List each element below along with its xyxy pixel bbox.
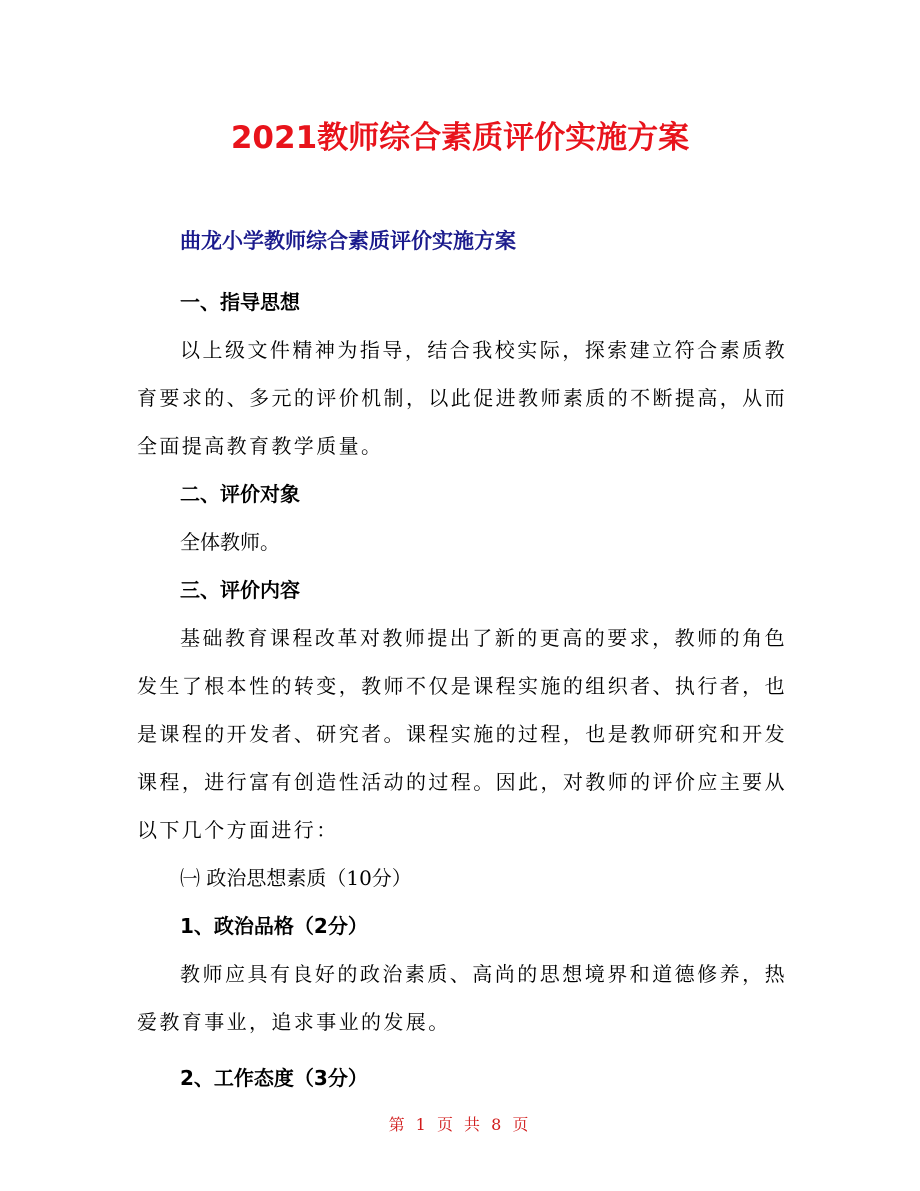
document-title: 2021教师综合素质评价实施方案 bbox=[230, 120, 690, 156]
page-footer-page-number: 第 1 页 共 8 页 bbox=[388, 1115, 532, 1134]
section-heading-guiding-ideology: 一、指导思想 bbox=[180, 290, 300, 314]
section-heading-evaluation-target: 二、评价对象 bbox=[180, 482, 300, 506]
section-heading-evaluation-content: 三、评价内容 bbox=[180, 578, 300, 602]
document-subtitle: 曲龙小学教师综合素质评价实施方案 bbox=[180, 229, 516, 253]
item-heading-work-attitude: 2、工作态度（3分） bbox=[180, 1066, 368, 1090]
section-paragraph-evaluation-content: 基础教育课程改革对教师提出了新的更高的要求，教师的角色发生了根本性的转变，教师不仅是课程实施的组织者、执行者，也是课程的开发者、研究者。课程实施的过程，也是教师研究和开发课程，进行富有创造性活动的过程。因此，对教师的评价应主要从以下几个方面进行： bbox=[137, 626, 787, 842]
section-paragraph-evaluation-target: 全体教师。 bbox=[180, 530, 280, 554]
subsection-political-quality: ㈠ 政治思想素质（10分） bbox=[180, 866, 412, 890]
item-heading-political-character: 1、政治品格（2分） bbox=[180, 914, 368, 938]
document-body bbox=[137, 278, 787, 1102]
item-paragraph-political-character: 教师应具有良好的政治素质、高尚的思想境界和道德修养，热爱教育事业，追求事业的发展。 bbox=[137, 962, 787, 1034]
section-paragraph-guiding-ideology: 以上级文件精神为指导，结合我校实际，探索建立符合素质教育要求的、多元的评价机制，以此促进教师素质的不断提高，从而全面提高教育教学质量。 bbox=[137, 338, 787, 458]
